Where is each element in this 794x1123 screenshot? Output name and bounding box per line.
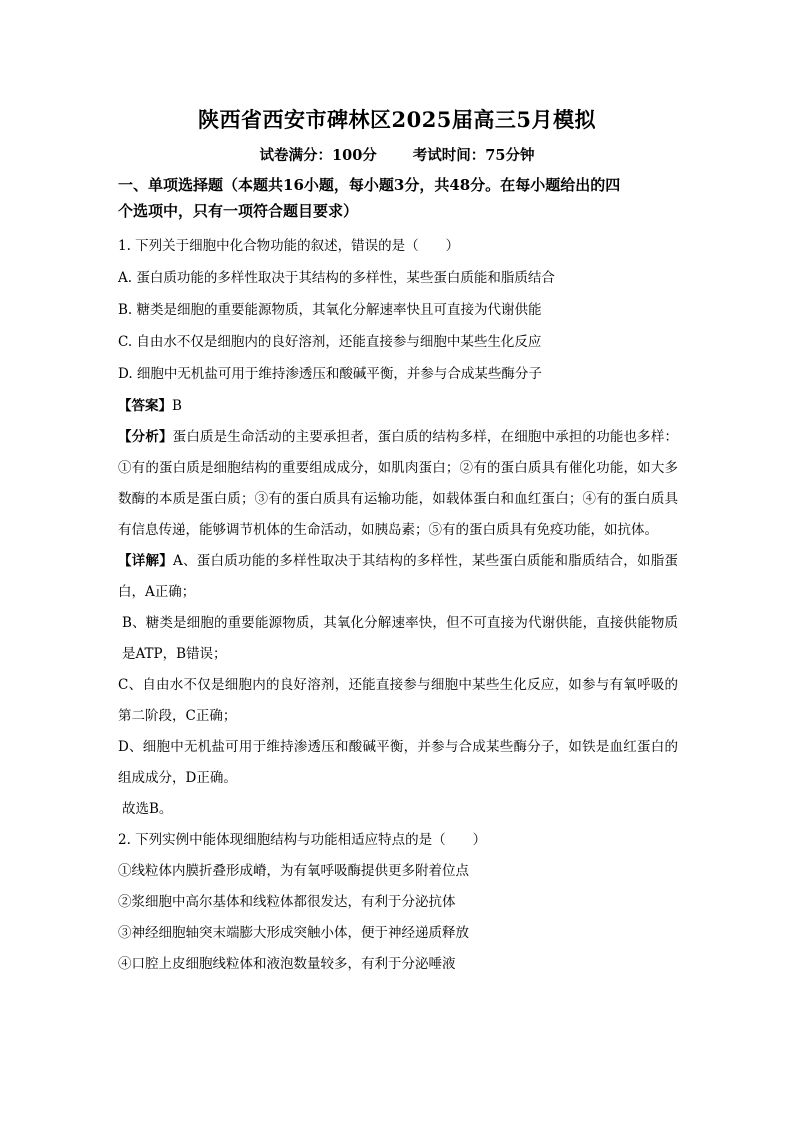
question-2-item-2: ②浆细胞中高尔基体和线粒体都很发达，有利于分泌抗体 [118,894,456,910]
section-heading-line1: 一、单项选择题（本题共16小题，每小题3分，共48分。在每小题给出的四 [118,176,621,194]
document-title: 陕西省西安市碑林区2025届高三5月模拟 [197,107,597,132]
question-2-item-3: ③神经细胞轴突末端膨大形成突触小体，便于神经递质释放 [118,925,469,941]
detail-a-text: A、蛋白质功能的多样性取决于其结构的多样性，某些蛋白质能和脂质结合，如脂蛋白，A正确； [118,553,679,600]
question-1-option-d: D. 细胞中无机盐可用于维持渗透压和酸碱平衡，并参与合成某些酶分子 [118,366,542,382]
answer-value: B [172,398,182,414]
analysis-paragraph [118,422,678,546]
question-2-stem: 2. 下列实例中能体现细胞结构与功能相适应特点的是（ ） [118,832,487,848]
exam-time: 考试时间：75分钟 [412,147,535,164]
content-body [118,172,678,980]
question-2-item-4: ④口腔上皮细胞线粒体和液泡数量较多，有利于分泌唾液 [118,956,456,972]
analysis-tag: 【分析】 [118,429,173,445]
analysis-text: 蛋白质是生命活动的主要承担者，蛋白质的结构多样，在细胞中承担的功能也多样：①有的蛋白质是细胞结构的重要组成成分，如肌肉蛋白；②有的蛋白质具有催化功能，如大多数酶的本质是蛋白质；③有的蛋白质具有运输功能，如载体蛋白和血红蛋白；④有的蛋白质具有信息传递，能够调节机体的生命活动，如胰岛素；⑤有的蛋白质具有免疫功能，如抗体。 [118,429,679,538]
detail-d-paragraph: D、细胞中无机盐可用于维持渗透压和酸碱平衡，并参与合成某些酶分子，如铁是血红蛋白的组成成分，D正确。 [118,739,678,786]
question-1-option-a: A. 蛋白质功能的多样性取决于其结构的多样性，某些蛋白质能和脂质结合 [118,270,555,286]
answer-tag: 【答案】 [118,398,172,414]
detail-tag: 【详解】 [118,553,174,569]
answer-line [118,391,678,422]
question-1-option-b: B. 糖类是细胞的重要能源物质，其氧化分解速率快且可直接为代谢供能 [118,302,542,318]
exam-info [0,144,794,165]
section-heading-line2: 个选项中，只有一项符合题目要求） [118,202,359,220]
question-1-option-c: C. 自由水不仅是细胞内的良好溶剂，还能直接参与细胞中某些生化反应 [118,334,542,350]
question-2-item-1: ①线粒体内膜折叠形成嵴，为有氧呼吸酶提供更多附着位点 [118,863,469,879]
detail-a-paragraph [118,546,678,608]
full-score: 试卷满分：100分 [259,147,377,164]
conclusion: 故选B。 [122,801,173,817]
detail-b-paragraph: B、糖类是细胞的重要能源物质，其氧化分解速率快，但不可直接为代谢供能，直接供能物质是ATP，B错误； [122,615,678,662]
question-1-stem: 1. 下列关于细胞中化合物功能的叙述，错误的是（ ） [118,238,460,254]
detail-c-paragraph: C、自由水不仅是细胞内的良好溶剂，还能直接参与细胞中某些生化反应，如参与有氧呼吸的第二阶段，C正确； [118,677,678,724]
